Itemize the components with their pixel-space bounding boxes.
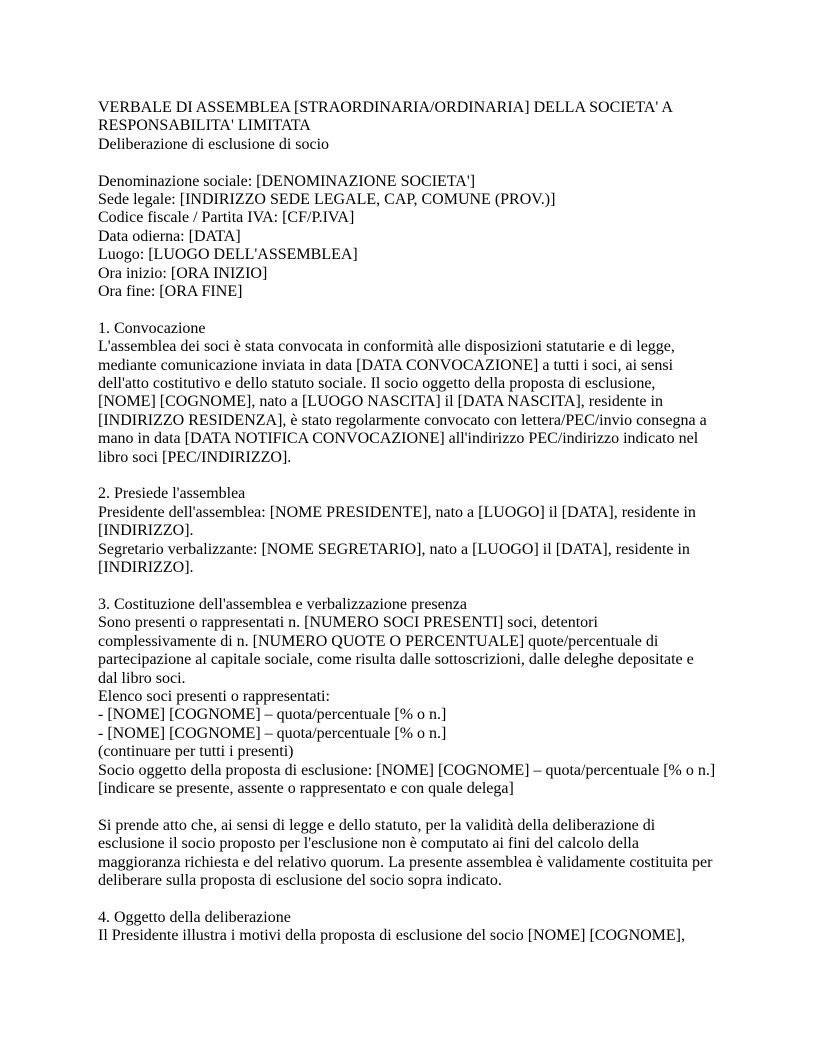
- paragraph-company-details: Denominazione sociale: [DENOMINAZIONE SOCIETA'] Sede legale: [INDIRIZZO SEDE LEGALE, CAP, COMUNE (PROV.)] Codice fiscale / Partita IVA: [CF/P.IVA] Data odierna: [DATA] Luogo: [LUOGO DELL'ASSEMBLEA] Ora inizio: [ORA INIZIO] Ora fine: [ORA FINE]: [98, 172, 556, 301]
- paragraph-validity-note: Si prende atto che, ai sensi di legge e dello statuto, per la validità della deliberazione di esclusione il socio proposto per l'esclusione non è computato ai fini del calcolo della maggioranza richiesta e del relativo quorum. La presente assemblea è validamente costituita per deliberare sulla proposta di esclusione del socio sopra indicato.: [98, 816, 713, 889]
- document-body: [98, 99, 738, 946]
- paragraph-section-1-convocazione: 1. Convocazione L'assemblea dei soci è stata convocata in conformità alle disposizioni statutarie e di legge, mediante comunicazione inviata in data [DATA CONVOCAZIONE] a tutti i soci, ai sensi dell'atto costitutivo e dello statuto sociale. Il socio oggetto della proposta di esclusione, [NOME] [COGNOME], nato a [LUOGO NASCITA] il [DATA NASCITA], residente in [INDIRIZZO RESIDENZA], è stato regolarmente convocato con lettera/PEC/invio consegna a mano in data [DATA NOTIFICA CONVOCAZIONE] all'indirizzo PEC/indirizzo indicato nel libro soci [PEC/INDIRIZZO].: [98, 319, 707, 466]
- paragraph-title-block: VERBALE DI ASSEMBLEA [STRAORDINARIA/ORDINARIA] DELLA SOCIETA' A RESPONSABILITA' LIMITATA Deliberazione di esclusione di socio: [98, 99, 673, 153]
- paragraph-section-2-presiede: 2. Presiede l'assemblea Presidente dell'assemblea: [NOME PRESIDENTE], nato a [LUOGO] il [DATA], residente in [INDIRIZZO]. Segretario verbalizzante: [NOME SEGRETARIO], nato a [LUOGO] il [DATA], residente in [INDIRIZZO].: [98, 485, 696, 577]
- paragraph-section-3-costituzione: 3. Costituzione dell'assemblea e verbalizzazione presenza Sono presenti o rappresentati n. [NUMERO SOCI PRESENTI] soci, detentori complessivamente di n. [NUMERO QUOTE O PERCENTUALE] quote/percentuale di partecipazione al capitale sociale, come risulta dalle sottoscrizioni, dalle deleghe depositate e dal libro soci. Elenco soci presenti o rappresentati: - [NOME] [COGNOME] – quota/percentuale [% o n.] - [NOME] [COGNOME] – quota/percentuale [% o n.] (continuare per tutti i presenti) Socio oggetto della proposta di esclusione: [NOME] [COGNOME] – quota/percentuale [% o n.] [indicare se presente, assente o rappresentato e con quale delega]: [98, 595, 716, 797]
- paragraph-section-4-oggetto: 4. Oggetto della deliberazione Il Presidente illustra i motivi della proposta di esclusione del socio [NOME] [COGNOME],: [98, 908, 686, 945]
